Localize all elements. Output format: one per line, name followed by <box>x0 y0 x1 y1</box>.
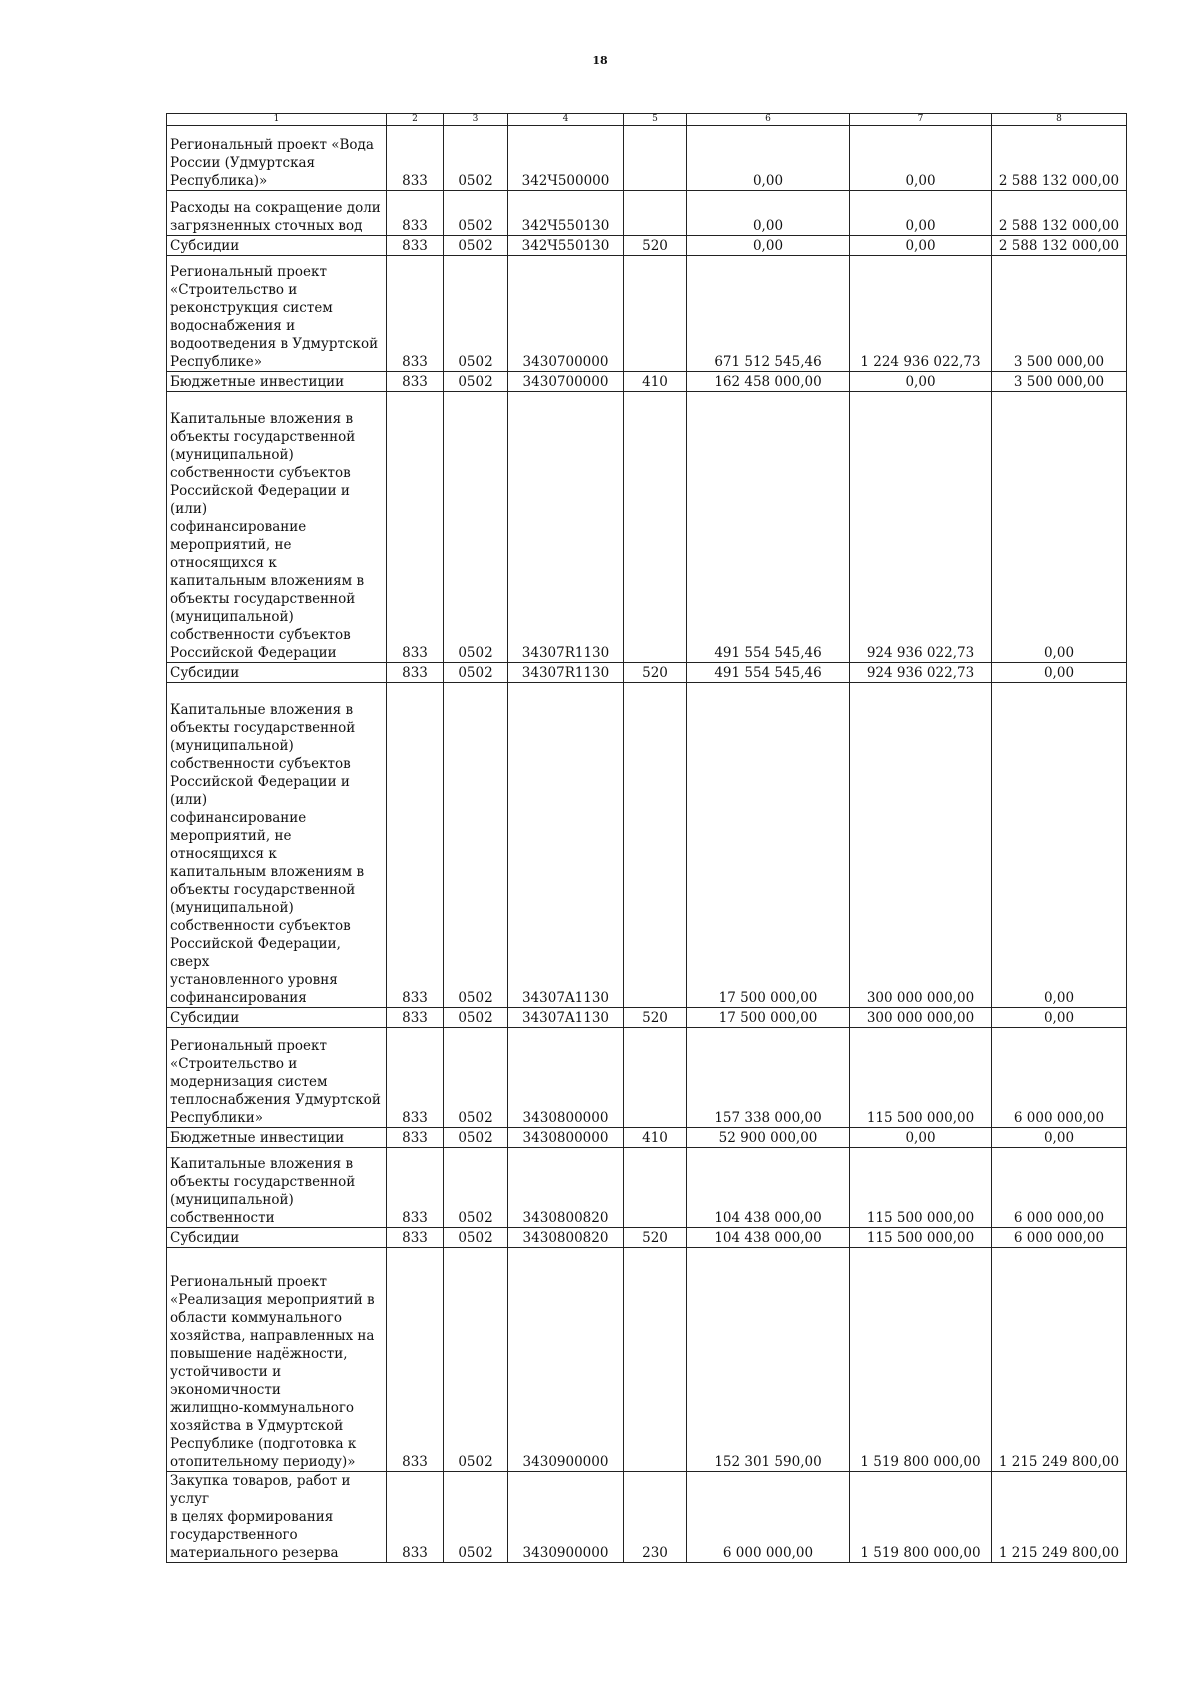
item-name-line: Региональный проект <box>170 264 327 280</box>
expense-type-cell: 410 <box>624 1128 687 1148</box>
item-name-line: водоснабжения и <box>170 318 296 334</box>
budget-table <box>166 113 1127 1563</box>
item-name-line: (муниципальной) <box>170 609 294 625</box>
table-row <box>167 256 1127 372</box>
expense-type-cell: 520 <box>624 1008 687 1028</box>
amount-year3-cell: 1 215 249 800,00 <box>992 1248 1127 1472</box>
amount-year1-cell: 104 438 000,00 <box>687 1228 850 1248</box>
amount-year1-cell: 491 554 545,46 <box>687 392 850 663</box>
amount-year3-cell: 0,00 <box>992 683 1127 1008</box>
amount-year1-cell: 152 301 590,00 <box>687 1248 850 1472</box>
section-cell: 0502 <box>444 683 508 1008</box>
item-name-line: софинансирование <box>170 519 307 535</box>
expense-type-cell <box>624 683 687 1008</box>
item-name-line: собственности субъектов <box>170 627 351 643</box>
grbs-cell: 833 <box>387 191 444 236</box>
item-name-line: (муниципальной) <box>170 738 294 754</box>
item-name-line: собственности <box>170 1210 275 1226</box>
amount-year1-cell: 162 458 000,00 <box>687 372 850 392</box>
item-name-line: «Строительство и <box>170 282 298 298</box>
item-name-line: Капитальные вложения в <box>170 702 354 718</box>
target-article-cell: 3430800820 <box>508 1148 624 1228</box>
item-name-line: загрязненных сточных вод <box>170 218 363 234</box>
target-article-cell: 34307R1130 <box>508 663 624 683</box>
amount-year1-cell: 6 000 000,00 <box>687 1472 850 1563</box>
amount-year2-cell: 300 000 000,00 <box>850 1008 992 1028</box>
item-name-line: области коммунального <box>170 1310 343 1326</box>
amount-year3-cell: 0,00 <box>992 392 1127 663</box>
item-name-line: устойчивости и экономичности <box>170 1364 282 1398</box>
item-name-line: собственности субъектов <box>170 918 351 934</box>
item-name-line: Республики» <box>170 1110 263 1126</box>
grbs-cell: 833 <box>387 392 444 663</box>
section-cell: 0502 <box>444 392 508 663</box>
item-name-line: Российской Федерации, сверх <box>170 936 341 970</box>
item-name-line: Субсидии <box>170 665 240 681</box>
section-cell: 0502 <box>444 236 508 256</box>
section-cell: 0502 <box>444 191 508 236</box>
table-row <box>167 236 1127 256</box>
item-name-line: государственного <box>170 1527 298 1543</box>
target-article-cell: 34307R1130 <box>508 392 624 663</box>
item-name-line: мероприятий, не относящихся к <box>170 828 292 862</box>
section-cell: 0502 <box>444 1028 508 1128</box>
item-name-line: Субсидии <box>170 1010 240 1026</box>
expense-type-cell <box>624 1248 687 1472</box>
target-article-cell: 34307A1130 <box>508 683 624 1008</box>
item-name-line: Капитальные вложения в <box>170 411 354 427</box>
spacer <box>170 1255 383 1273</box>
table-row <box>167 191 1127 236</box>
target-article-cell: 342Ч550130 <box>508 191 624 236</box>
page-number: 18 <box>592 54 608 67</box>
expense-type-cell: 520 <box>624 663 687 683</box>
amount-year2-cell: 0,00 <box>850 1128 992 1148</box>
table-row <box>167 1228 1127 1248</box>
item-name-cell <box>167 1228 387 1248</box>
expense-type-cell: 520 <box>624 236 687 256</box>
table-body <box>167 126 1127 1563</box>
item-name-line: объекты государственной <box>170 429 356 445</box>
item-name-line: собственности субъектов <box>170 465 351 481</box>
column-number: 1 <box>167 114 387 126</box>
amount-year3-cell: 1 215 249 800,00 <box>992 1472 1127 1563</box>
item-name-line: объекты государственной <box>170 882 356 898</box>
column-number: 8 <box>992 114 1127 126</box>
amount-year2-cell: 115 500 000,00 <box>850 1148 992 1228</box>
target-article-cell: 3430700000 <box>508 372 624 392</box>
item-name-line: (муниципальной) <box>170 447 294 463</box>
item-name-cell <box>167 683 387 1008</box>
amount-year2-cell: 0,00 <box>850 126 992 191</box>
grbs-cell: 833 <box>387 1128 444 1148</box>
grbs-cell: 833 <box>387 236 444 256</box>
amount-year3-cell: 0,00 <box>992 1128 1127 1148</box>
item-name-cell <box>167 392 387 663</box>
grbs-cell: 833 <box>387 663 444 683</box>
amount-year3-cell: 6 000 000,00 <box>992 1148 1127 1228</box>
column-number: 5 <box>624 114 687 126</box>
amount-year2-cell: 1 519 800 000,00 <box>850 1248 992 1472</box>
item-name-cell <box>167 236 387 256</box>
item-name-cell <box>167 126 387 191</box>
item-name-cell <box>167 1148 387 1228</box>
table-row <box>167 1472 1127 1563</box>
amount-year3-cell: 2 588 132 000,00 <box>992 236 1127 256</box>
grbs-cell: 833 <box>387 683 444 1008</box>
amount-year3-cell: 6 000 000,00 <box>992 1228 1127 1248</box>
amount-year2-cell: 924 936 022,73 <box>850 392 992 663</box>
item-name-line: материального резерва <box>170 1545 339 1561</box>
section-cell: 0502 <box>444 256 508 372</box>
section-cell: 0502 <box>444 1472 508 1563</box>
table-row <box>167 663 1127 683</box>
amount-year1-cell: 671 512 545,46 <box>687 256 850 372</box>
column-number: 6 <box>687 114 850 126</box>
item-name-cell <box>167 372 387 392</box>
table-row <box>167 372 1127 392</box>
item-name-line: теплоснабжения Удмуртской <box>170 1092 381 1108</box>
item-name-line: объекты государственной <box>170 720 356 736</box>
item-name-line: «Реализация мероприятий в <box>170 1292 375 1308</box>
expense-type-cell <box>624 191 687 236</box>
item-name-line: жилищно-коммунального <box>170 1400 355 1416</box>
expense-type-cell <box>624 1148 687 1228</box>
target-article-cell: 3430800820 <box>508 1228 624 1248</box>
section-cell: 0502 <box>444 1228 508 1248</box>
expense-type-cell: 230 <box>624 1472 687 1563</box>
amount-year2-cell: 924 936 022,73 <box>850 663 992 683</box>
item-name-line: Бюджетные инвестиции <box>170 1130 345 1146</box>
item-name-cell <box>167 1472 387 1563</box>
amount-year1-cell: 0,00 <box>687 126 850 191</box>
amount-year3-cell: 3 500 000,00 <box>992 256 1127 372</box>
item-name-line: (муниципальной) <box>170 1192 294 1208</box>
section-cell: 0502 <box>444 663 508 683</box>
column-number: 3 <box>444 114 508 126</box>
amount-year1-cell: 17 500 000,00 <box>687 683 850 1008</box>
expense-type-cell: 520 <box>624 1228 687 1248</box>
item-name-line: собственности субъектов <box>170 756 351 772</box>
item-name-line: Региональный проект <box>170 1274 327 1290</box>
amount-year3-cell: 3 500 000,00 <box>992 372 1127 392</box>
item-name-cell <box>167 256 387 372</box>
amount-year2-cell: 1 224 936 022,73 <box>850 256 992 372</box>
amount-year3-cell: 2 588 132 000,00 <box>992 126 1127 191</box>
amount-year2-cell: 115 500 000,00 <box>850 1228 992 1248</box>
item-name-line: Российской Федерации <box>170 645 337 661</box>
item-name-line: России (Удмуртская <box>170 155 316 171</box>
item-name-line: Республике (подготовка к <box>170 1436 357 1452</box>
expense-type-cell <box>624 1028 687 1128</box>
grbs-cell: 833 <box>387 1008 444 1028</box>
item-name-cell <box>167 663 387 683</box>
item-name-line: Республике» <box>170 354 262 370</box>
spacer <box>170 392 383 410</box>
section-cell: 0502 <box>444 372 508 392</box>
column-number: 4 <box>508 114 624 126</box>
target-article-cell: 34307A1130 <box>508 1008 624 1028</box>
item-name-line: софинансирования <box>170 990 307 1006</box>
amount-year2-cell: 1 519 800 000,00 <box>850 1472 992 1563</box>
target-article-cell: 3430900000 <box>508 1248 624 1472</box>
item-name-line: водоотведения в Удмуртской <box>170 336 379 352</box>
item-name-line: хозяйства в Удмуртской <box>170 1418 344 1434</box>
target-article-cell: 3430800000 <box>508 1128 624 1148</box>
grbs-cell: 833 <box>387 1148 444 1228</box>
item-name-line: объекты государственной <box>170 591 356 607</box>
item-name-line: (муниципальной) <box>170 900 294 916</box>
amount-year1-cell: 157 338 000,00 <box>687 1028 850 1128</box>
amount-year2-cell: 0,00 <box>850 372 992 392</box>
item-name-line: Закупка товаров, работ и услуг <box>170 1473 351 1507</box>
table-row <box>167 1248 1127 1472</box>
item-name-cell <box>167 1028 387 1128</box>
item-name-line: Региональный проект <box>170 1038 327 1054</box>
item-name-line: «Строительство и <box>170 1056 298 1072</box>
item-name-cell <box>167 1128 387 1148</box>
grbs-cell: 833 <box>387 256 444 372</box>
item-name-cell <box>167 191 387 236</box>
expense-type-cell <box>624 256 687 372</box>
section-cell: 0502 <box>444 1248 508 1472</box>
item-name-line: капитальным вложениям в <box>170 864 365 880</box>
amount-year2-cell: 0,00 <box>850 236 992 256</box>
table-row <box>167 126 1127 191</box>
amount-year1-cell: 17 500 000,00 <box>687 1008 850 1028</box>
item-name-cell <box>167 1248 387 1472</box>
item-name-line: Субсидии <box>170 238 240 254</box>
expense-type-cell <box>624 126 687 191</box>
item-name-cell <box>167 1008 387 1028</box>
amount-year3-cell: 6 000 000,00 <box>992 1028 1127 1128</box>
item-name-line: Субсидии <box>170 1230 240 1246</box>
column-number-row <box>167 114 1127 126</box>
table-row <box>167 392 1127 663</box>
column-number: 7 <box>850 114 992 126</box>
item-name-line: Российской Федерации и (или) <box>170 774 350 808</box>
target-article-cell: 3430900000 <box>508 1472 624 1563</box>
section-cell: 0502 <box>444 126 508 191</box>
amount-year1-cell: 0,00 <box>687 236 850 256</box>
grbs-cell: 833 <box>387 126 444 191</box>
expense-type-cell <box>624 392 687 663</box>
item-name-line: установленного уровня <box>170 972 338 988</box>
item-name-line: хозяйства, направленных на <box>170 1328 375 1344</box>
item-name-line: софинансирование <box>170 810 307 826</box>
target-article-cell: 342Ч500000 <box>508 126 624 191</box>
item-name-line: повышение надёжности, <box>170 1346 348 1362</box>
section-cell: 0502 <box>444 1128 508 1148</box>
item-name-line: Российской Федерации и (или) <box>170 483 350 517</box>
amount-year3-cell: 0,00 <box>992 1008 1127 1028</box>
table-row <box>167 1008 1127 1028</box>
target-article-cell: 342Ч550130 <box>508 236 624 256</box>
section-cell: 0502 <box>444 1148 508 1228</box>
item-name-line: Бюджетные инвестиции <box>170 374 345 390</box>
amount-year1-cell: 104 438 000,00 <box>687 1148 850 1228</box>
grbs-cell: 833 <box>387 1028 444 1128</box>
item-name-line: отопительному периоду)» <box>170 1454 356 1470</box>
item-name-line: Капитальные вложения в <box>170 1156 354 1172</box>
amount-year2-cell: 300 000 000,00 <box>850 683 992 1008</box>
item-name-line: в целях формирования <box>170 1509 334 1525</box>
spacer <box>170 683 383 701</box>
table-row <box>167 683 1127 1008</box>
expense-type-cell: 410 <box>624 372 687 392</box>
amount-year3-cell: 0,00 <box>992 663 1127 683</box>
amount-year1-cell: 52 900 000,00 <box>687 1128 850 1148</box>
grbs-cell: 833 <box>387 1228 444 1248</box>
item-name-line: модернизация систем <box>170 1074 328 1090</box>
amount-year3-cell: 2 588 132 000,00 <box>992 191 1127 236</box>
grbs-cell: 833 <box>387 1248 444 1472</box>
grbs-cell: 833 <box>387 372 444 392</box>
item-name-line: объекты государственной <box>170 1174 356 1190</box>
target-article-cell: 3430800000 <box>508 1028 624 1128</box>
table-row <box>167 1148 1127 1228</box>
item-name-line: Республика)» <box>170 173 268 189</box>
target-article-cell: 3430700000 <box>508 256 624 372</box>
amount-year1-cell: 0,00 <box>687 191 850 236</box>
item-name-line: Региональный проект «Вода <box>170 137 374 153</box>
item-name-line: реконструкция систем <box>170 300 333 316</box>
item-name-line: мероприятий, не относящихся к <box>170 537 292 571</box>
amount-year2-cell: 115 500 000,00 <box>850 1028 992 1128</box>
amount-year1-cell: 491 554 545,46 <box>687 663 850 683</box>
item-name-line: Расходы на сокращение доли <box>170 200 381 216</box>
column-number: 2 <box>387 114 444 126</box>
amount-year2-cell: 0,00 <box>850 191 992 236</box>
table-row <box>167 1028 1127 1128</box>
grbs-cell: 833 <box>387 1472 444 1563</box>
item-name-line: капитальным вложениям в <box>170 573 365 589</box>
table-row <box>167 1128 1127 1148</box>
section-cell: 0502 <box>444 1008 508 1028</box>
